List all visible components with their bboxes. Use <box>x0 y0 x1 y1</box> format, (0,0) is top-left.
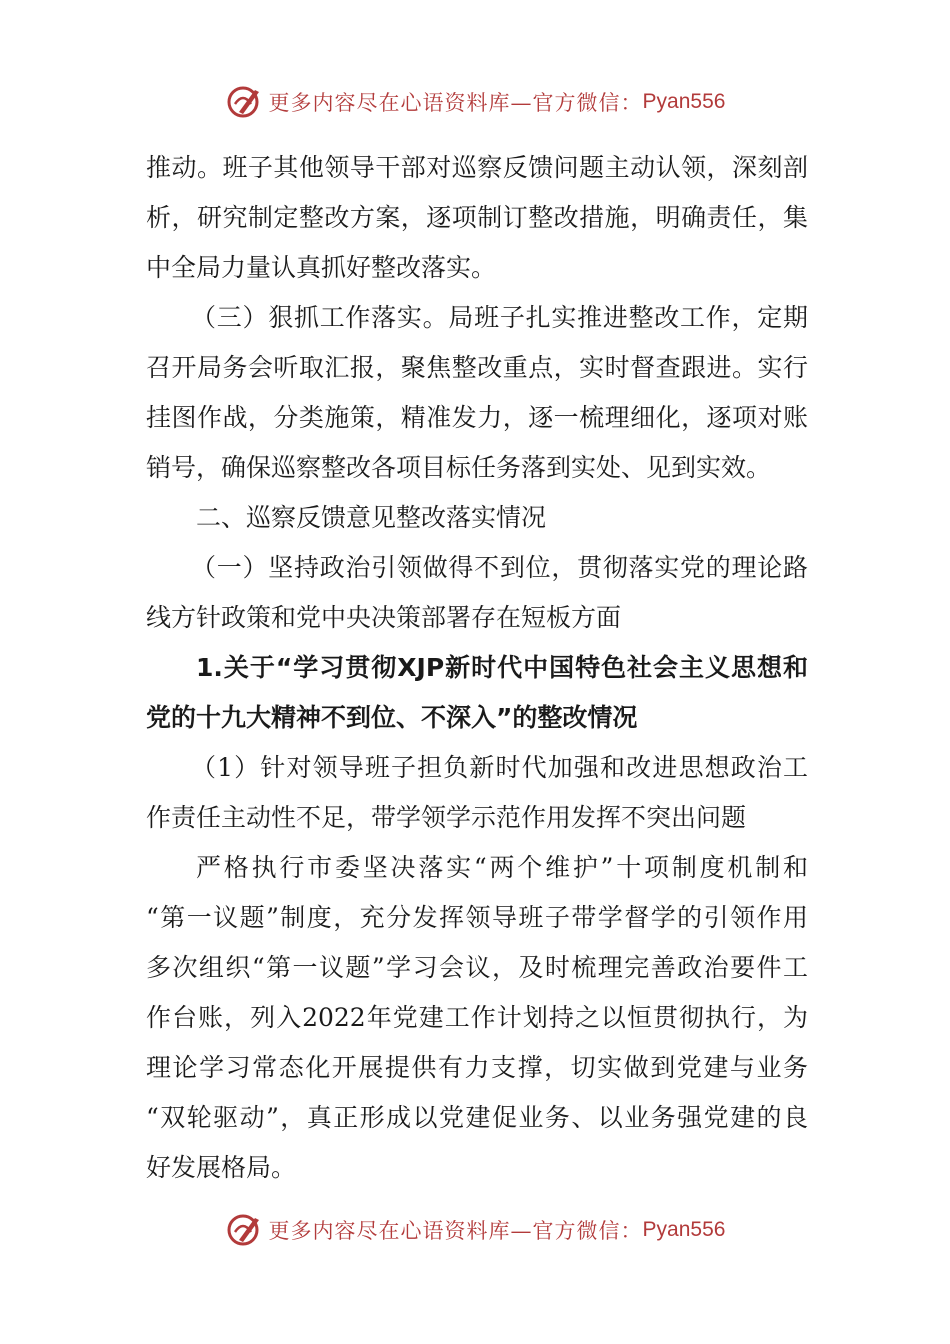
footer-banner <box>0 1208 950 1252</box>
body-line: 销号，确保巡察整改各项目标任务落到实处、见到实效。 <box>146 453 772 482</box>
footer-banner-id: Pyan556 <box>642 1218 726 1241</box>
body-line: “双轮驱动”，真正形成以党建促业务、以业务强党建的良 <box>146 1103 808 1132</box>
body-line: 好发展格局。 <box>146 1153 297 1182</box>
body-line: （三）狠抓工作落实。局班子扎实推进整改工作，定期 <box>191 303 808 332</box>
body-line: （一）坚持政治引领做得不到位，贯彻落实党的理论路 <box>191 553 808 582</box>
body-line: “第一议题”制度，充分发挥领导班子带学督学的引领作用 <box>146 903 808 932</box>
pen-seal-logo-icon <box>225 82 265 122</box>
body-line: 理论学习常态化开展提供有力支撑，切实做到党建与业务 <box>146 1053 808 1082</box>
body-line: 析，研究制定整改方案，逐项制订整改措施，明确责任，集 <box>146 203 808 232</box>
body-line: 严格执行市委坚决落实“两个维护”十项制度机制和 <box>196 853 808 882</box>
body-line: 多次组织“第一议题”学习会议，及时梳理完善政治要件工 <box>146 953 808 982</box>
body-line: 挂图作战，分类施策，精准发力，逐一梳理细化，逐项对账 <box>146 403 808 432</box>
body-line: 推动。班子其他领导干部对巡察反馈问题主动认领，深刻剖 <box>146 153 808 182</box>
body-line: 作台账，列入2022年党建工作计划持之以恒贯彻执行，为 <box>146 1003 808 1032</box>
subsection-heading: 党的十九大精神不到位、不深入”的整改情况 <box>146 703 638 732</box>
body-line: 作责任主动性不足，带学领学示范作用发挥不突出问题 <box>146 803 747 832</box>
footer-banner-text: 更多内容尽在心语资料库—官方微信： <box>268 1219 643 1243</box>
body-line: 线方针政策和党中央决策部署存在短板方面 <box>146 603 622 632</box>
pen-seal-logo-icon <box>225 1210 265 1250</box>
section-heading: 二、巡察反馈意见整改落实情况 <box>196 503 547 532</box>
body-line: 召开局务会听取汇报，聚焦整改重点，实时督查跟进。实行 <box>146 353 808 382</box>
header-banner <box>0 80 950 124</box>
body-line: 中全局力量认真抓好整改落实。 <box>146 253 497 282</box>
body-line: （1）针对领导班子担负新时代加强和改进思想政治工 <box>191 753 808 782</box>
header-banner-id: Pyan556 <box>642 90 726 113</box>
header-banner-text: 更多内容尽在心语资料库—官方微信： <box>268 91 643 115</box>
document-body <box>146 143 808 1193</box>
subsection-heading: 1.关于“学习贯彻XJP新时代中国特色社会主义思想和 <box>196 653 808 682</box>
